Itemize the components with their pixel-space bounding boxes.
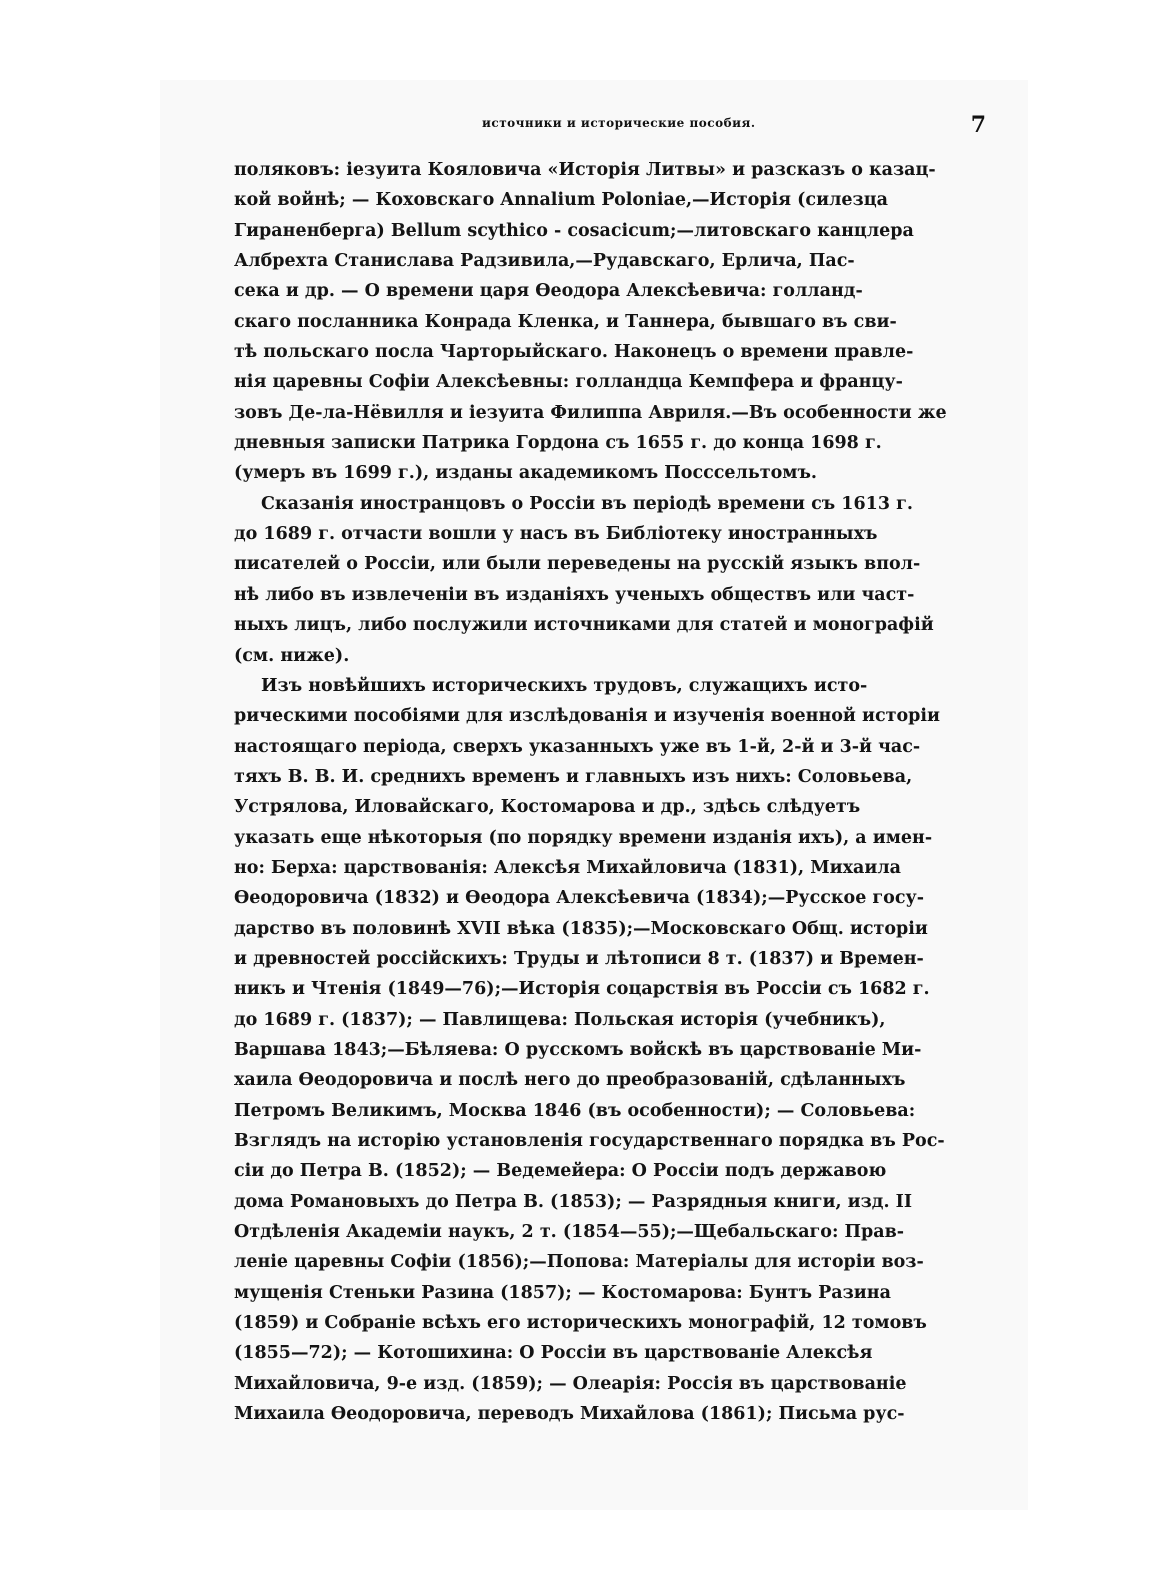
- text-line: никъ и Чтенія (1849—76);—Исторія соцарствія въ Россіи съ 1682 г.: [234, 979, 930, 1000]
- text-line: (1855—72); — Котошихина: О Россіи въ царствованіе Алексѣя: [234, 1343, 873, 1364]
- text-line: Гираненберга) Bellum scythico - cosacicum;—литовскаго канцлера: [234, 220, 914, 241]
- text-line: зовъ Де-ла-Нёвилля и іезуита Филиппа Авриля.—Въ особенности же: [234, 402, 947, 423]
- text-line: Михаила Ѳеодоровича, переводъ Михайлова (1861); Письма рус-: [234, 1404, 905, 1425]
- text-line: дарство въ половинѣ XVII вѣка (1835);—Московскаго Общ. исторіи: [234, 918, 928, 939]
- text-line: скаго посланника Конрада Кленка, и Таннера, бывшаго въ сви-: [234, 311, 897, 332]
- text-line: Ѳеодоровича (1832) и Ѳеодора Алексѣевича (1834);—Русское госу-: [234, 888, 924, 909]
- text-line: Сказанія иностранцовъ о Россіи въ періодѣ времени съ 1613 г.: [261, 493, 913, 514]
- text-line: поляковъ: іезуита Кояловича «Исторія Литвы» и разсказъ о казац-: [234, 160, 936, 180]
- text-line: до 1689 г. отчасти вошли у насъ въ Библіотеку иностранныхъ: [234, 524, 878, 545]
- text-line: тяхъ В. В. И. среднихъ временъ и главныхъ изъ нихъ: Соловьева,: [234, 766, 913, 787]
- text-line: (1859) и Собраніе всѣхъ его историческихъ монографій, 12 томовъ: [234, 1313, 927, 1334]
- text-line: рическими пособіями для изслѣдованія и изученія военной исторіи: [234, 706, 941, 727]
- text-line: (см. ниже).: [234, 645, 350, 666]
- text-line: и древностей россійскихъ: Труды и лѣтописи 8 т. (1837) и Времен-: [234, 948, 924, 969]
- text-line: кой войнѣ; — Коховскаго Annalium Poloniae,—Исторія (силезца: [234, 190, 888, 211]
- text-line: настоящаго періода, сверхъ указанныхъ уже въ 1-й, 2-й и 3-й час-: [234, 736, 921, 757]
- text-line: Взглядъ на исторію установленія государственнаго порядка въ Рос-: [234, 1131, 945, 1151]
- page-number: 7: [970, 112, 986, 138]
- text-line: сека и др. — О времени царя Ѳеодора Алексѣевича: голланд-: [234, 281, 863, 302]
- page-header: [232, 112, 992, 142]
- text-line: сіи до Петра В. (1852); — Ведемейера: О Россіи подъ державою: [234, 1161, 887, 1182]
- text-line: ныхъ лицъ, либо послужили источниками для статей и монографій: [234, 615, 934, 636]
- body-text: [234, 155, 974, 1429]
- text-line: Петромъ Великимъ, Москва 1846 (въ особенности); — Соловьева:: [234, 1100, 916, 1121]
- text-line: леніе царевны Софіи (1856);—Попова: Матеріалы для исторіи воз-: [234, 1252, 924, 1273]
- running-head: источники и исторические пособия.: [482, 116, 756, 130]
- text-line: нѣ либо въ извлеченіи въ изданіяхъ ученыхъ обществъ или част-: [234, 584, 915, 605]
- text-line: но: Берха: царствованія: Алексѣя Михайловича (1831), Михаила: [234, 857, 902, 878]
- text-line: дневныя записки Патрика Гордона съ 1655 г. до конца 1698 г.: [234, 433, 882, 454]
- text-line: мущенія Стеньки Разина (1857); — Костомарова: Бунтъ Разина: [234, 1282, 891, 1303]
- text-line: тѣ польскаго посла Чарторыйскаго. Наконецъ о времени правле-: [234, 342, 914, 363]
- text-line: хаила Ѳеодоровича и послѣ него до преобразованій, сдѣланныхъ: [234, 1070, 906, 1091]
- text-line: писателей о Россіи, или были переведены на русскій языкъ впол-: [234, 554, 921, 575]
- text-line: указать еще нѣкоторыя (по порядку времени изданія ихъ), а имен-: [234, 827, 933, 848]
- text-line: Варшава 1843;—Бѣляева: О русскомъ войскѣ въ царствованіе Ми-: [234, 1039, 922, 1060]
- text-line: Михайловича, 9-е изд. (1859); — Олеарія: Россія въ царствованіе: [234, 1373, 907, 1394]
- text-line: Изъ новѣйшихъ историческихъ трудовъ, служащихъ исто-: [261, 675, 868, 696]
- text-line: Албрехта Станислава Радзивила,—Рудавскаго, Ерлича, Пас-: [234, 251, 855, 272]
- text-line: до 1689 г. (1837); — Павлищева: Польская исторія (учебникъ),: [234, 1009, 886, 1030]
- text-line: нія царевны Софіи Алексѣевны: голландца Кемпфера и францу-: [234, 372, 903, 393]
- text-line: Отдѣленія Академіи наукъ, 2 т. (1854—55);—Щебальскаго: Прав-: [234, 1222, 905, 1243]
- text-line: Устрялова, Иловайскаго, Костомарова и др., здѣсь слѣдуетъ: [234, 797, 861, 818]
- text-line: дома Романовыхъ до Петра В. (1853); — Разрядныя книги, изд. II: [234, 1191, 913, 1212]
- text-line: (умеръ въ 1699 г.), изданы академикомъ Посссельтомъ.: [234, 463, 817, 484]
